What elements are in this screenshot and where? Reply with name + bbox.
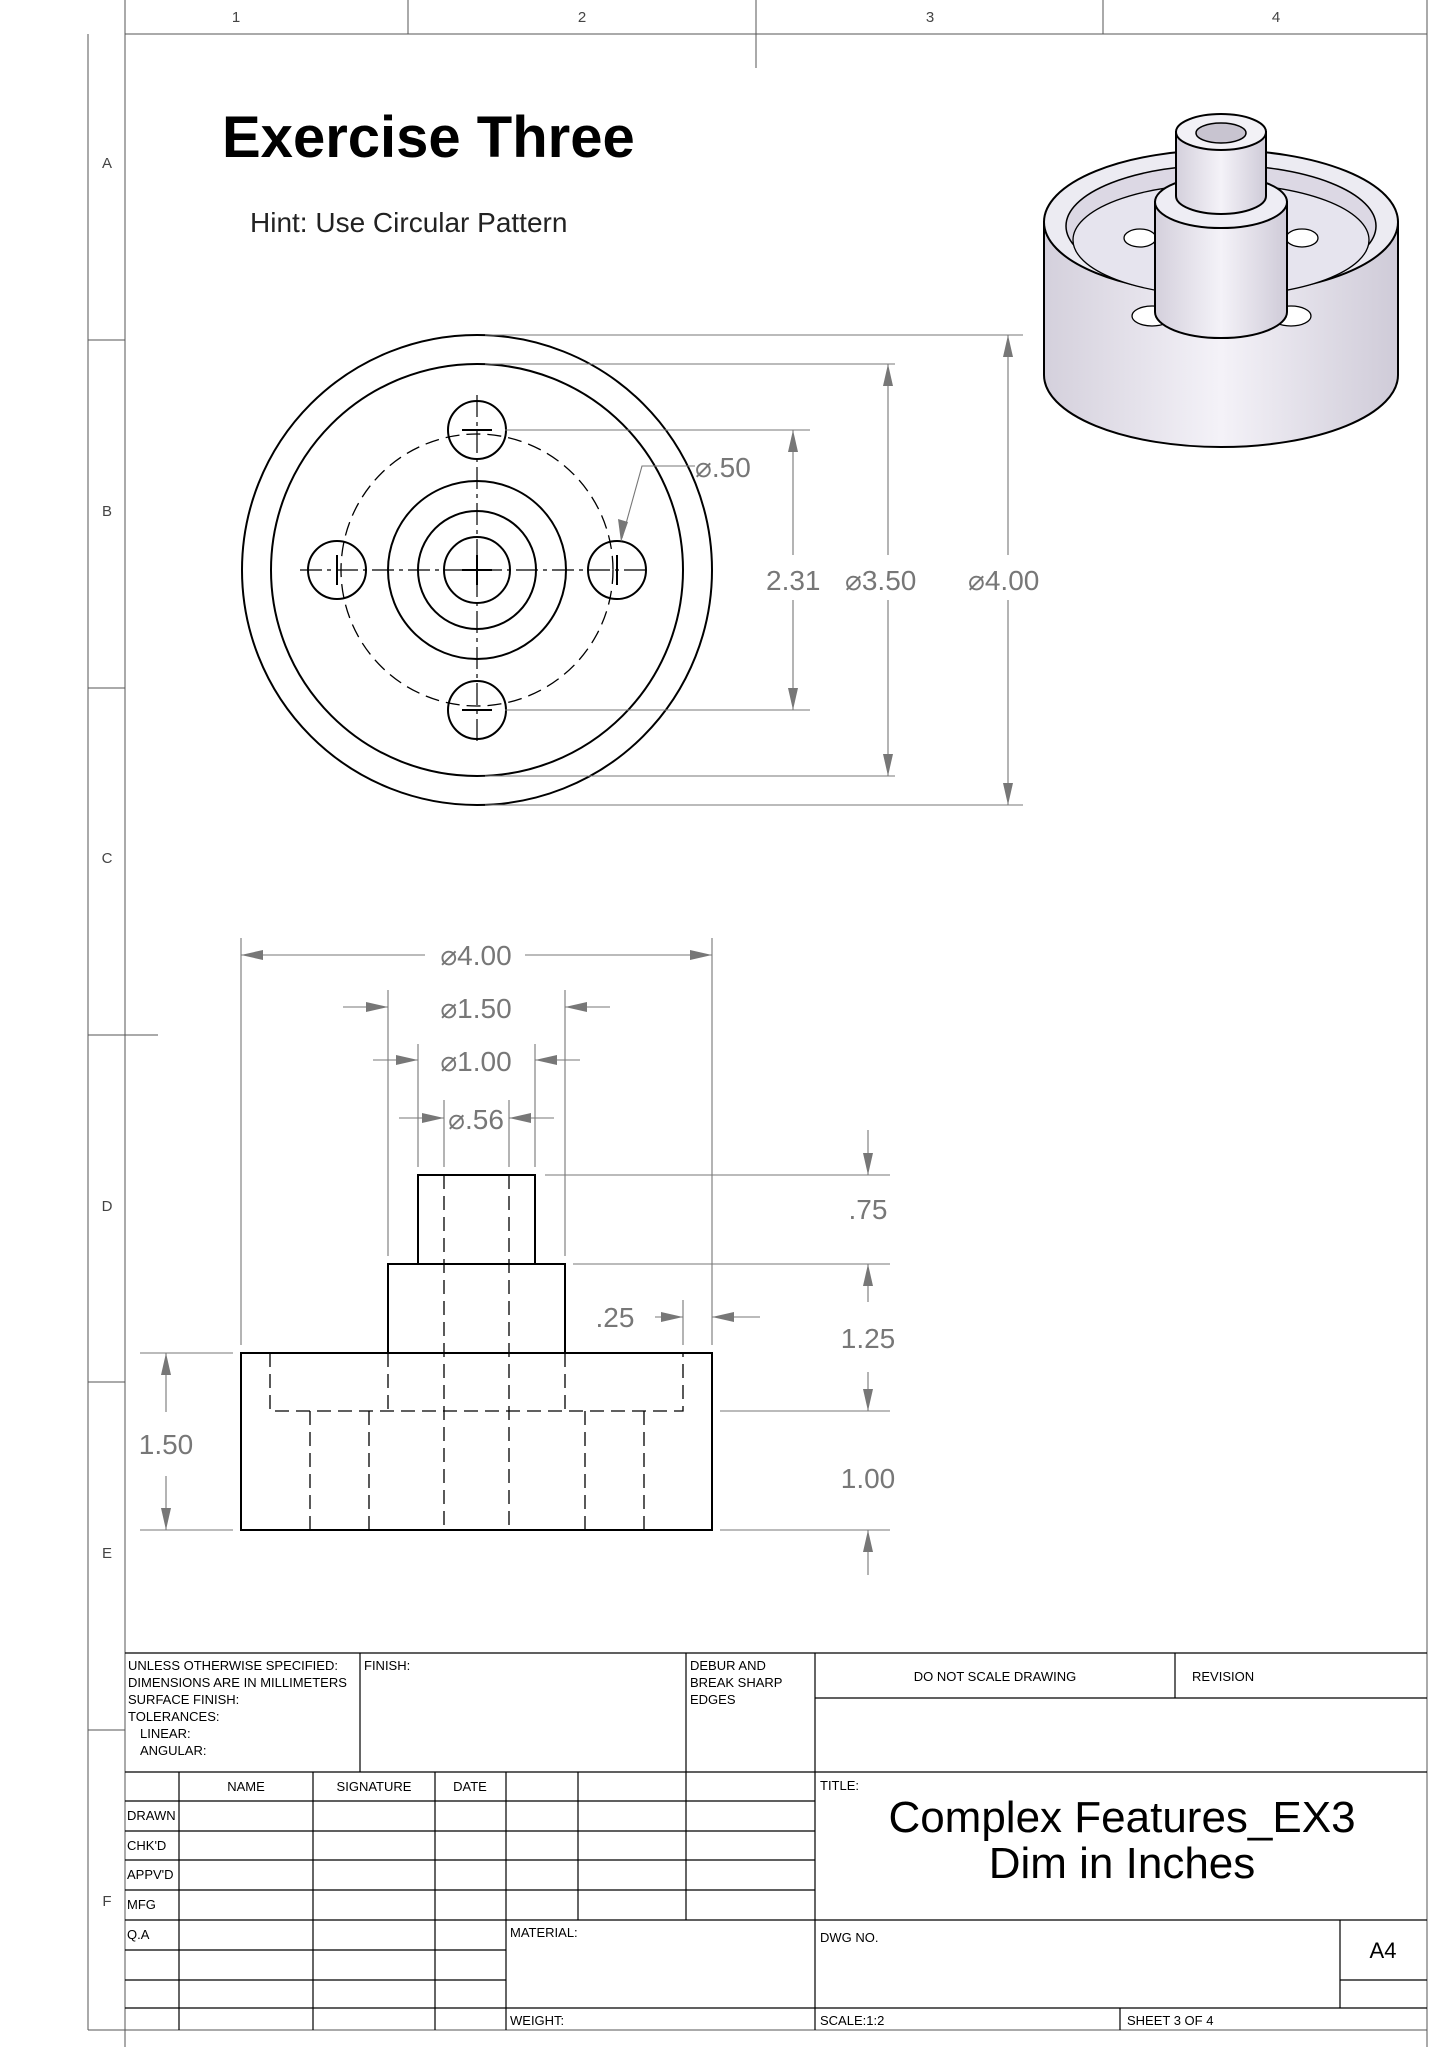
unless-specified-line-5: LINEAR: [140,1726,191,1741]
debur-line-2: BREAK SHARP [690,1675,783,1690]
row-qa: Q.A [127,1927,150,1942]
unless-specified-line-2: DIMENSIONS ARE IN MILLIMETERS [128,1675,347,1690]
unless-specified-line-1: UNLESS OTHERWISE SPECIFIED: [128,1658,338,1673]
dim-hole-dia: ⌀.50 [695,452,751,483]
dim-wall-thickness: .25 [595,1302,635,1333]
unless-specified-line-6: ANGULAR: [140,1743,207,1758]
debur-line-1: DEBUR AND [690,1658,766,1673]
do-not-scale-label: DO NOT SCALE DRAWING [913,1669,1077,1684]
zone-col-3: 3 [925,9,935,26]
hint-text: Hint: Use Circular Pattern [250,207,568,238]
title-block [125,1653,1427,2030]
exercise-title: Exercise Three [222,105,635,170]
zone-row-e: E [101,1545,113,1562]
paper-size: A4 [1369,1938,1397,1963]
dim-total-height: 1.50 [138,1429,194,1460]
row-approved: APPV'D [127,1867,174,1882]
dim-hub-height: 1.25 [840,1323,896,1354]
zone-col-2: 2 [577,9,587,26]
material-label: MATERIAL: [510,1925,578,1940]
side-view-dimensions [139,938,896,1575]
drawing-title-line-1: Complex Features_EX3 [888,1793,1356,1842]
zone-col-1: 1 [231,9,241,26]
row-mfg: MFG [127,1897,156,1912]
revision-label: REVISION [1192,1669,1255,1684]
finish-label: FINISH: [364,1658,411,1673]
zone-row-c: C [101,850,113,867]
zone-row-a: A [101,155,113,172]
debur-line-3: EDGES [690,1692,736,1707]
dim-bolt-circle: 2.31 [766,565,821,596]
dim-boss-dia: ⌀1.00 [440,1046,512,1077]
unless-specified-line-4: TOLERANCES: [128,1709,220,1724]
drawing-title-line-2: Dim in Inches [988,1839,1256,1888]
col-date-header: DATE [453,1779,487,1794]
zone-row-f: F [102,1893,112,1910]
row-checked: CHK'D [127,1838,167,1853]
dim-inner-dia: ⌀3.50 [845,565,917,596]
zone-row-b: B [101,503,113,520]
dim-side-outer-dia: ⌀4.00 [440,940,512,971]
side-view [241,1175,712,1530]
col-signature-header: SIGNATURE [336,1779,412,1794]
dim-base-height: 1.00 [840,1463,896,1494]
zone-col-4: 4 [1271,9,1281,26]
dwg-no-label: DWG NO. [820,1930,879,1945]
dim-hub-dia: ⌀1.50 [440,993,512,1024]
dim-bore-dia: ⌀.56 [448,1104,504,1135]
weight-label: WEIGHT: [510,2013,565,2028]
scale-label: SCALE:1:2 [820,2013,885,2028]
isometric-view [1044,114,1398,447]
unless-specified-line-3: SURFACE FINISH: [128,1692,240,1707]
dim-boss-height: .75 [848,1194,888,1225]
dim-outer-dia: ⌀4.00 [968,565,1040,596]
title-label: TITLE: [820,1778,860,1793]
sheet-label: SHEET 3 OF 4 [1127,2013,1214,2028]
front-view [242,335,712,805]
zone-row-d: D [101,1198,113,1215]
col-name-header: NAME [227,1779,265,1794]
row-drawn: DRAWN [127,1808,176,1823]
